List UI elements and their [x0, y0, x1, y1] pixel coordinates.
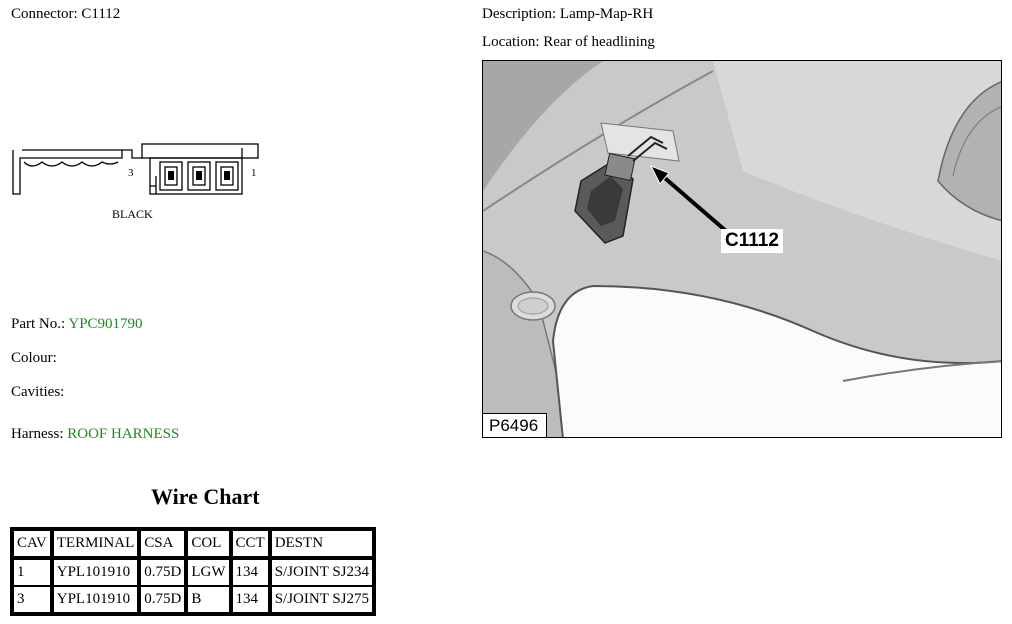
pin-label-right: 1 — [251, 167, 257, 179]
colour-line — [11, 350, 57, 367]
wire-chart-title: Wire Chart — [151, 484, 260, 509]
cavities-label: Cavities: — [11, 384, 65, 400]
cell-col: LGW — [187, 559, 231, 586]
figure-id-label: P6496 — [483, 413, 547, 437]
connector-value: C1112 — [81, 6, 121, 22]
wire-chart-header-row — [13, 530, 373, 559]
connector-callout: C1112 — [721, 229, 783, 253]
cell-cav: 1 — [13, 559, 53, 586]
header-csa: CSA — [140, 530, 187, 559]
cell-terminal: YPL101910 — [53, 559, 141, 586]
cell-terminal: YPL101910 — [53, 586, 141, 613]
location-photo — [482, 60, 1002, 438]
cell-cct: 134 — [232, 586, 271, 613]
harness-link[interactable]: ROOF HARNESS — [67, 426, 180, 442]
table-row — [13, 559, 373, 586]
header-cct: CCT — [232, 530, 271, 559]
harness-label: Harness: — [11, 426, 64, 442]
cell-destn: S/JOINT SJ234 — [271, 559, 373, 586]
cell-csa: 0.75D — [140, 559, 187, 586]
harness-line — [11, 426, 179, 443]
part-number-link[interactable]: YPC901790 — [68, 316, 143, 332]
cell-cav: 3 — [13, 586, 53, 613]
description-value: Lamp-Map-RH — [559, 6, 654, 22]
header-col: COL — [187, 530, 231, 559]
location-value: Rear of headlining — [543, 34, 655, 50]
wire-chart-table — [10, 527, 376, 616]
location-label: Location: — [482, 34, 540, 50]
cell-cct: 134 — [232, 559, 271, 586]
connector-colour-text: BLACK — [112, 207, 153, 221]
connector-drawing — [10, 136, 265, 226]
cell-csa: 0.75D — [140, 586, 187, 613]
cell-destn: S/JOINT SJ275 — [271, 586, 373, 613]
description-label: Description: — [482, 6, 557, 22]
header-destn: DESTN — [271, 530, 373, 559]
part-number-label: Part No.: — [11, 316, 66, 332]
part-number-line — [11, 316, 143, 333]
location-line — [482, 34, 655, 51]
header-cav: CAV — [13, 530, 53, 559]
table-row — [13, 586, 373, 613]
pin-label-left: 3 — [128, 167, 134, 179]
description-line — [482, 6, 653, 23]
cell-col: B — [187, 586, 231, 613]
colour-label: Colour: — [11, 350, 57, 366]
connector-label: Connector: — [11, 6, 78, 22]
cavities-line — [11, 384, 64, 401]
connector-line — [11, 6, 120, 23]
header-terminal: TERMINAL — [53, 530, 141, 559]
